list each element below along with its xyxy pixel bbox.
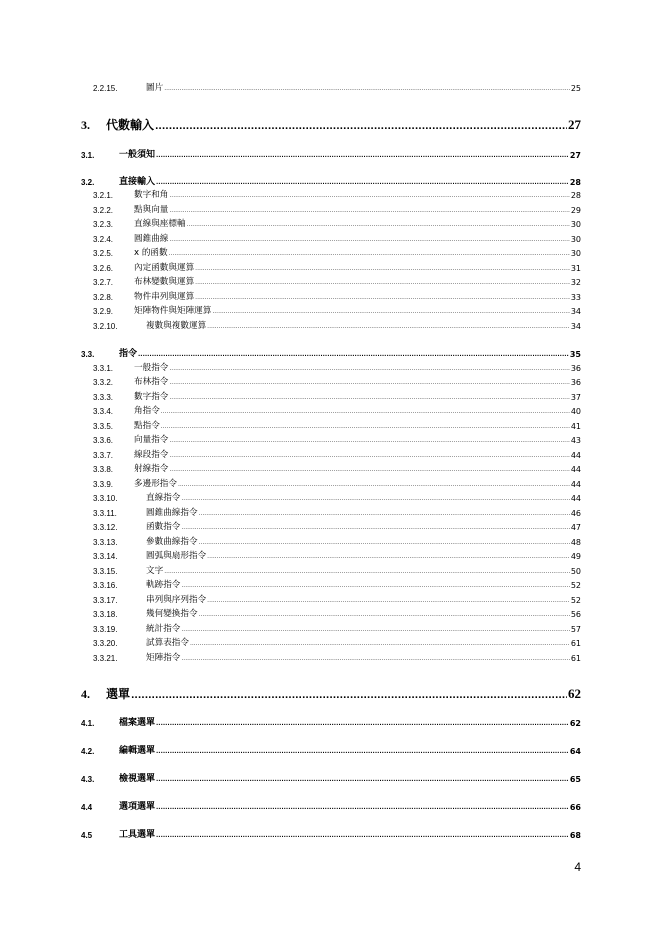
toc-entry-title: 圓弧與扇形指令 [146,551,207,561]
toc-entry-page: 36 [570,364,581,373]
toc-entry-number: 3.3.4. [93,407,114,416]
toc-entry-number: 3.3. [81,350,95,359]
toc-entry-number: 3.2.10. [93,322,118,331]
toc-entry-page: 44 [570,465,581,474]
toc-entry[interactable] [93,577,581,590]
toc-dot-leader [207,322,570,331]
toc-entry-number: 3.3.9. [93,480,114,489]
toc-entry-title: 物件串列與運算 [134,292,195,302]
toc-dot-leader [212,307,569,316]
toc-entry-title: 編輯選單 [119,746,156,756]
toc-entry[interactable] [93,360,581,373]
toc-entry-page: 62 [568,686,581,701]
toc-entry-title: 向量指令 [134,435,169,445]
toc-entry[interactable] [93,490,581,503]
toc-entry[interactable] [93,231,581,244]
toc-entry-number: 3.3.14. [93,552,118,561]
toc-entry-number: 4. [81,687,90,701]
toc-entry[interactable] [93,80,581,93]
toc-dot-leader [155,121,567,133]
toc-entry-title: 試算表指令 [146,638,189,648]
toc-entry-page: 64 [569,747,581,756]
toc-entry-number: 3.3.20. [93,639,118,648]
toc-entry-title: 角指令 [134,406,160,416]
toc-entry[interactable] [93,621,581,634]
toc-entry-number: 3.3.7. [93,451,114,460]
toc-entry[interactable] [93,274,581,287]
toc-dot-leader [156,775,569,784]
toc-entry-title: 一般指令 [134,363,169,373]
toc-dot-leader [178,480,570,489]
toc-entry[interactable] [81,770,581,784]
toc-entry[interactable] [93,635,581,648]
toc-entry-title: 直線與座標軸 [134,219,186,229]
toc-entry-number: 4.5 [81,831,93,840]
toc-dot-leader [169,393,569,402]
toc-entry-page: 34 [570,322,581,331]
toc-entry-page: 32 [570,278,581,287]
toc-entry[interactable] [93,519,581,532]
toc-entry-title: 指令 [119,349,138,359]
toc-entry-number: 3.2.8. [93,293,114,302]
toc-entry-title: 選單 [106,687,131,701]
toc-entry-title: 一般須知 [119,150,156,160]
toc-entry-title: 矩陣物件與矩陣運算 [134,306,212,316]
toc-dot-leader [195,278,570,287]
toc-dot-leader [161,407,570,416]
toc-entry-page: 61 [570,639,581,648]
toc-entry[interactable] [81,146,581,160]
toc-entry-number: 3.3.2. [93,378,114,387]
toc-entry-title: 幾何變換指令 [146,609,198,619]
toc-entry-page: 29 [570,206,581,215]
toc-entry-title: 內定函數與運算 [134,263,195,273]
toc-entry-title: 選項選單 [119,802,156,812]
toc-entry-number: 3.3.13. [93,538,118,547]
toc-entry-page: 30 [570,249,581,258]
toc-entry-number: 3.2. [81,178,95,187]
toc-dot-leader [138,350,569,359]
toc-entry[interactable] [81,173,581,187]
toc-entry-number: 3.2.2. [93,206,114,215]
toc-entry-title: 數字和角 [134,190,169,200]
toc-entry-title: 點指令 [134,421,160,431]
toc-entry-page: 50 [570,567,581,576]
toc-entry-page: 56 [570,610,581,619]
toc-entry[interactable] [81,798,581,812]
toc-entry-number: 3.2.4. [93,235,114,244]
toc-entry-number: 3.2.9. [93,307,114,316]
toc-dot-leader [156,151,569,160]
toc-entry[interactable] [93,447,581,460]
toc-entry-number: 3.3.21. [93,654,118,663]
toc-dot-leader [169,206,569,215]
toc-entry-page: 27 [568,117,581,132]
toc-dot-leader [131,690,567,702]
toc-entry-title: 代數輸入 [106,118,155,132]
toc-entry-title: 圓錐曲線指令 [146,508,198,518]
toc-entry-title: 圖片 [146,83,164,93]
toc-dot-leader [207,596,570,605]
toc-dot-leader [156,803,569,812]
toc-dot-leader [169,249,570,258]
toc-entry[interactable] [93,303,581,316]
toc-entry-page: 57 [570,625,581,634]
toc-entry-page: 35 [569,350,581,359]
toc-entry-title: 直線指令 [146,493,181,503]
toc-entry-page: 40 [570,407,581,416]
toc-dot-leader [169,378,569,387]
toc-entry-page: 47 [570,523,581,532]
toc-entry-title: 布林變數與運算 [134,277,195,287]
toc-entry-title: 數字指令 [134,392,169,402]
toc-dot-leader [169,235,569,244]
toc-entry[interactable] [93,187,581,200]
toc-entry-page: 61 [570,654,581,663]
toc-entry[interactable] [93,202,581,215]
toc-entry-page: 36 [570,378,581,387]
toc-entry-number: 3.3.3. [93,393,114,402]
toc-entry-number: 3.3.15. [93,567,118,576]
toc-entry-page: 31 [570,264,581,273]
toc-entry-page: 30 [570,235,581,244]
toc-entry-title: x 的函數 [134,248,168,258]
toc-dot-leader [156,178,569,187]
toc-entry-number: 3.2.3. [93,220,114,229]
toc-dot-leader [156,719,569,728]
toc-entry-number: 3.3.8. [93,465,114,474]
toc-dot-leader [207,552,570,561]
toc-entry[interactable] [81,115,581,133]
toc-entry-title: 多邊形指令 [134,479,177,489]
toc-entry-page: 65 [569,775,581,784]
toc-dot-leader [195,293,570,302]
toc-dot-leader [164,567,570,576]
toc-dot-leader [156,831,569,840]
toc-entry-number: 3. [81,118,90,132]
toc-dot-leader [199,509,570,518]
toc-entry-number: 4.4 [81,803,93,812]
toc-dot-leader [169,436,569,445]
toc-entry-page: 44 [570,494,581,503]
toc-entry-number: 3.2.5. [93,249,114,258]
toc-entry-page: 52 [570,596,581,605]
toc-entry-number: 3.3.12. [93,523,118,532]
toc-entry-title: 函數指令 [146,522,181,532]
toc-entry[interactable] [93,563,581,576]
toc-entry-title: 矩陣指令 [146,653,181,663]
toc-entry-page: 43 [570,436,581,445]
toc-entry[interactable] [93,403,581,416]
toc-entry[interactable] [93,461,581,474]
toc-dot-leader [169,465,569,474]
toc-entry-page: 25 [570,84,581,93]
toc-entry-title: 軌跡指令 [146,580,181,590]
toc-entry-title: 參數曲線指令 [146,537,198,547]
toc-entry[interactable] [93,476,581,489]
toc-entry-title: 檢視選單 [119,774,156,784]
toc-entry-page: 62 [569,719,581,728]
toc-entry[interactable] [81,345,581,359]
toc-entry-number: 4.2. [81,747,95,756]
toc-entry-title: 布林指令 [134,377,169,387]
toc-entry[interactable] [93,505,581,518]
page-number: 4 [574,860,581,874]
toc-dot-leader [181,581,569,590]
toc-entry-title: 統計指令 [146,624,181,634]
toc-entry-page: 44 [570,480,581,489]
toc-entry-title: 射線指令 [134,464,169,474]
toc-entry-page: 37 [570,393,581,402]
toc-dot-leader [181,625,569,634]
toc-entry-number: 3.2.6. [93,264,114,273]
toc-entry[interactable] [93,289,581,302]
toc-entry-page: 30 [570,220,581,229]
toc-entry-number: 3.2.1. [93,191,114,200]
toc-entry-number: 3.2.7. [93,278,114,287]
toc-entry-page: 28 [570,191,581,200]
toc-dot-leader [181,494,569,503]
toc-entry-number: 3.3.16. [93,581,118,590]
toc-entry-number: 3.3.19. [93,625,118,634]
toc-entry-title: 複數與複數運算 [146,321,207,331]
toc-entry-page: 52 [570,581,581,590]
toc-entry[interactable] [93,245,581,258]
toc-dot-leader [164,84,570,93]
toc-entry[interactable] [93,418,581,431]
toc-entry[interactable] [81,742,581,756]
toc-entry-page: 44 [570,451,581,460]
toc-entry[interactable] [93,374,581,387]
toc-entry-number: 4.3. [81,775,95,784]
toc-dot-leader [195,264,570,273]
toc-entry-page: 48 [570,538,581,547]
toc-entry-number: 3.1. [81,151,95,160]
toc-entry[interactable] [81,714,581,728]
toc-entry-page: 66 [569,803,581,812]
toc-entry-page: 28 [569,178,581,187]
toc-entry-title: 線段指令 [134,450,169,460]
toc-entry-page: 49 [570,552,581,561]
toc-entry-title: 檔案選單 [119,718,156,728]
toc-entry-page: 46 [570,509,581,518]
toc-entry[interactable] [93,534,581,547]
toc-entry-number: 3.3.18. [93,610,118,619]
toc-entry-number: 3.3.5. [93,422,114,431]
toc-entry-title: 點與向量 [134,205,169,215]
toc-entry-title: 工具選單 [119,830,156,840]
toc-dot-leader [190,639,570,648]
toc-dot-leader [156,747,569,756]
toc-entry-title: 文字 [146,566,164,576]
toc-dot-leader [181,654,569,663]
toc-entry[interactable] [93,389,581,402]
toc-dot-leader [181,523,569,532]
toc-entry[interactable] [93,606,581,619]
toc-entry-number: 2.2.15. [93,84,118,93]
toc-dot-leader [187,220,570,229]
toc-entry[interactable] [93,650,581,663]
toc-entry[interactable] [81,826,581,840]
toc-entry-page: 33 [570,293,581,302]
toc-dot-leader [169,364,569,373]
toc-dot-leader [169,451,569,460]
toc-entry-page: 27 [569,151,581,160]
toc-entry-title: 直接輸入 [119,177,156,187]
toc-entry[interactable] [81,684,581,702]
toc-entry[interactable] [93,216,581,229]
toc-entry[interactable] [93,318,581,331]
toc-entry-number: 3.3.1. [93,364,114,373]
toc-dot-leader [199,538,570,547]
toc-entry-number: 3.3.17. [93,596,118,605]
toc-entry[interactable] [93,260,581,273]
toc-dot-leader [169,191,569,200]
toc-dot-leader [199,610,570,619]
toc-entry-number: 4.1. [81,719,95,728]
toc-entry-title: 串列與序列指令 [146,595,207,605]
toc-entry-page: 34 [570,307,581,316]
toc-dot-leader [161,422,570,431]
toc-entry-number: 3.3.6. [93,436,114,445]
toc-entry-page: 41 [570,422,581,431]
toc-entry-page: 68 [569,831,581,840]
toc-entry[interactable] [93,548,581,561]
toc-entry-number: 3.3.11. [93,509,117,518]
toc-entry-number: 3.3.10. [93,494,118,503]
toc-entry[interactable] [93,432,581,445]
toc-entry[interactable] [93,592,581,605]
toc-entry-title: 圓錐曲線 [134,234,169,244]
